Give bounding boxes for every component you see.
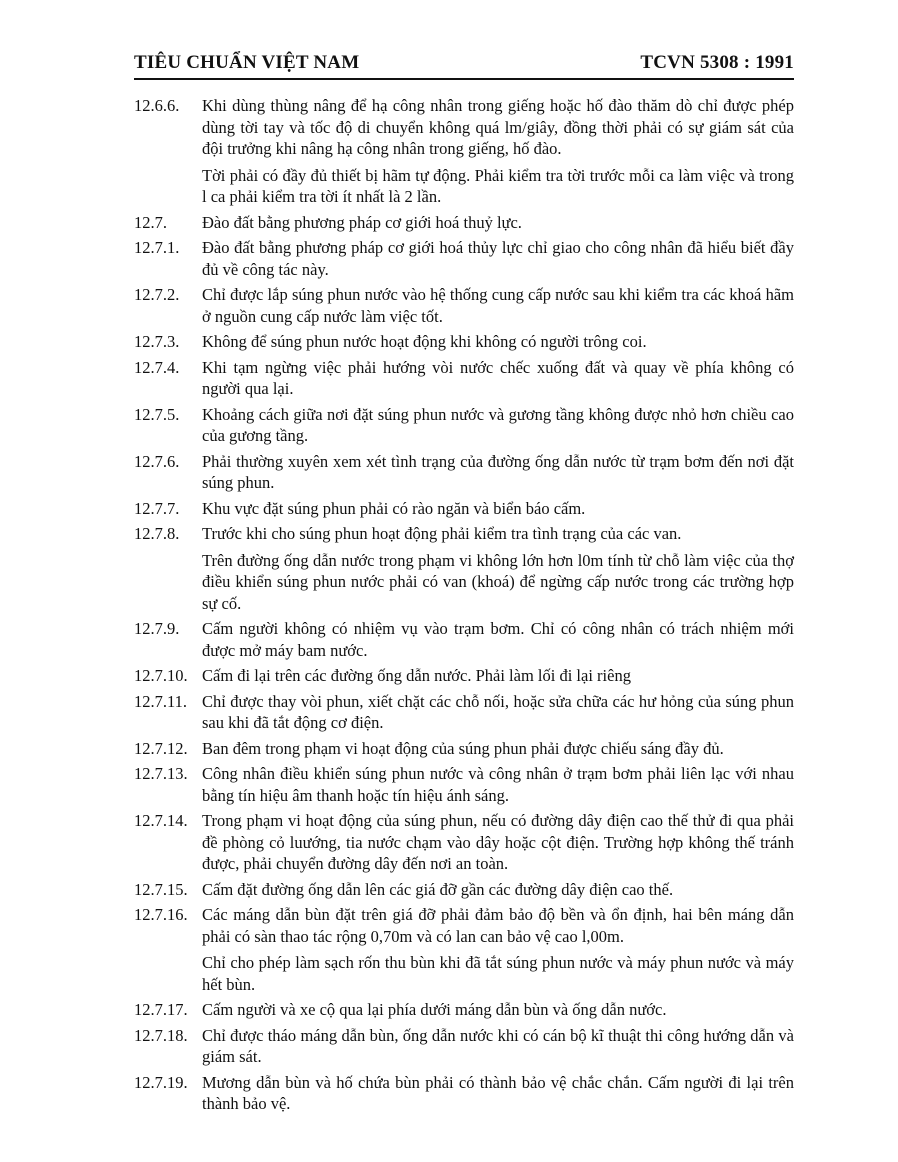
page-header: [134, 46, 794, 80]
clause-item: [134, 879, 794, 901]
clause-body: [202, 523, 794, 614]
clause-paragraph: Công nhân điều khiển súng phun nước và công nhân ở trạm bơm phải liên lạc với nhau bằng tín hiệu âm thanh hoặc tín hiệu ánh sáng.: [202, 764, 794, 805]
clause-paragraph: Khoảng cách giữa nơi đặt súng phun nước và gương tầng không được nhỏ hơn chiều cao của gương tầng.: [202, 404, 794, 445]
clause-item: [134, 451, 794, 494]
clause-paragraph: Mương dẫn bùn và hố chứa bùn phải có thành bảo vệ chắc chắn. Cấm người đi lại trên thành bảo vệ.: [202, 1072, 794, 1113]
clause-body: [202, 212, 794, 234]
clause-paragraph: Tời phải có đầy đủ thiết bị hãm tự động. Phải kiểm tra tời trước mỗi ca làm việc và trong l ca phải kiểm tra tời ít nhất là 2 lần.: [202, 165, 794, 206]
clause-body: [202, 1025, 794, 1068]
clause-body: [202, 738, 794, 760]
clause-number: 12.7.10.: [134, 666, 188, 685]
clause-number: 12.7.8.: [134, 524, 180, 543]
clause-item: [134, 523, 794, 614]
clause-paragraph: Khu vực đặt súng phun phải có rào ngăn và biển báo cấm.: [202, 498, 586, 518]
clause-body: [202, 763, 794, 806]
clause-body: [202, 357, 794, 400]
clause-paragraph: Khi tạm ngừng việc phải hướng vòi nước chếc xuống đất và quay về phía không có người qua lại.: [202, 357, 794, 398]
clause-paragraph: Chỉ được lắp súng phun nước vào hệ thống cung cấp nước sau khi kiểm tra các khoá hãm ở nguồn cung cấp nước làm việc tốt.: [202, 285, 794, 326]
clause-item: [134, 237, 794, 280]
clause-item: [134, 95, 794, 208]
clause-number: 12.7.3.: [134, 332, 180, 351]
clause-item: [134, 618, 794, 661]
document-body: [134, 95, 794, 1119]
clause-body: [202, 331, 794, 353]
clause-paragraph: Phải thường xuyên xem xét tình trạng của đường ống dẫn nước từ trạm bơm đến nơi đặt súng phun.: [202, 451, 794, 492]
clause-body: [202, 1072, 794, 1115]
clause-paragraph: Đào đất bằng phương pháp cơ giới hoá thuỷ lực.: [202, 212, 522, 232]
clause-paragraph: Chỉ được thay vòi phun, xiết chặt các chỗ nối, hoặc sửa chữa các hư hỏng của súng phun sau khi đã tắt động cơ điện.: [202, 691, 794, 732]
clause-paragraph: Trên đường ống dẫn nước trong phạm vi không lớn hơn l0m tính từ chỗ làm việc của thợ điều khiển súng phun nước phải có van (khoá) để ngừng cấp nước trong các trường hợp sự cố.: [202, 550, 794, 613]
clause-item: [134, 498, 794, 520]
header-standard-code: TCVN 5308 : 1991: [640, 52, 794, 73]
clause-number: 12.7.19.: [134, 1072, 188, 1092]
clause-number: 12.7.17.: [134, 1000, 188, 1019]
clause-number: 12.7.1.: [134, 238, 180, 257]
clause-number: 12.7.5.: [134, 404, 180, 424]
clause-number: 12.7.15.: [134, 879, 188, 899]
clause-item: [134, 357, 794, 400]
clause-item: [134, 665, 794, 687]
clause-paragraph: Chỉ được tháo máng dẫn bùn, ống dẫn nước khi có cán bộ kĩ thuật thi công hướng dẫn và giám sát.: [202, 1025, 794, 1066]
clause-body: [202, 284, 794, 327]
clause-body: [202, 404, 794, 447]
clause-number: 12.7.4.: [134, 357, 180, 377]
clause-number: 12.7.7.: [134, 498, 180, 518]
clause-paragraph: Cấm người không có nhiệm vụ vào trạm bơm. Chỉ có công nhân có trách nhiệm mới được mở máy bam nước.: [202, 619, 794, 660]
clause-number: 12.7.12.: [134, 738, 188, 758]
clause-paragraph: Đào đất bằng phương pháp cơ giới hoá thủy lực chỉ giao cho công nhân đã hiểu biết đầy đủ về công tác này.: [202, 238, 794, 279]
clause-body: [202, 879, 794, 901]
clause-item: [134, 284, 794, 327]
clause-item: [134, 404, 794, 447]
clause-item: [134, 331, 794, 353]
clause-item: [134, 1025, 794, 1068]
clause-paragraph: Khi dùng thùng nâng để hạ công nhân trong giếng hoặc hố đào thăm dò chỉ được phép dùng tời tay và tốc độ di chuyển không quá lm/giây, đồng thời phải có sự giám sát của đội trưởng khi nâng hạ công nhân trong giếng, hố đào.: [202, 96, 794, 158]
clause-item: [134, 810, 794, 875]
clause-body: [202, 999, 794, 1021]
clause-body: [202, 498, 794, 520]
clause-item: [134, 904, 794, 995]
clause-paragraph: Cấm đi lại trên các đường ống dẫn nước. Phải làm lối đi lại riêng: [202, 666, 631, 685]
clause-body: [202, 904, 794, 995]
clause-number: 12.7.6.: [134, 451, 180, 471]
clause-paragraph: Trong phạm vi hoạt động của súng phun, nếu có đường dây điện cao thế thử đi qua phải đề phòng cỏ luướng, tia nước chạm vào dây hoặc cột điện. Trường hợp không thế tránh được, phải chuyển đường dây đến nơi an toàn.: [202, 811, 794, 873]
clause-number: 12.6.6.: [134, 96, 180, 115]
clause-item: [134, 738, 794, 760]
clause-number: 12.7.9.: [134, 619, 180, 638]
clause-item: [134, 999, 794, 1021]
clause-item: [134, 691, 794, 734]
clause-paragraph: Không để súng phun nước hoạt động khi không có người trông coi.: [202, 332, 647, 351]
clause-number: 12.7.11.: [134, 691, 188, 711]
clause-paragraph: Cấm đặt đường ống dẫn lên các giá đỡ gần các đường dây điện cao thế.: [202, 879, 674, 899]
clause-body: [202, 95, 794, 208]
clause-item: [134, 212, 794, 234]
clause-number: 12.7.16.: [134, 905, 188, 924]
clause-item: [134, 1072, 794, 1115]
clause-body: [202, 618, 794, 661]
clause-paragraph: Chỉ cho phép làm sạch rốn thu bùn khi đã tắt súng phun nước và máy phun nước và máy hết bùn.: [202, 953, 794, 994]
clause-paragraph: Cấm người và xe cộ qua lại phía dưới máng dẫn bùn và ống dẫn nước.: [202, 1000, 667, 1019]
clause-number: 12.7.13.: [134, 764, 188, 783]
clause-paragraph: Các máng dẫn bùn đặt trên giá đỡ phải đảm bảo độ bền và ổn định, hai bên máng dẫn phải có sàn thao tác rộng 0,70m và có lan can bảo vệ cao l,00m.: [202, 905, 794, 946]
clause-number: 12.7.18.: [134, 1025, 188, 1045]
header-standard-name: TIÊU CHUẨN VIỆT NAM: [134, 52, 360, 73]
clause-body: [202, 451, 794, 494]
clause-number: 12.7.: [134, 212, 167, 232]
clause-paragraph: Ban đêm trong phạm vi hoạt động của súng phun phải được chiếu sáng đầy đủ.: [202, 738, 724, 758]
clause-body: [202, 665, 794, 687]
clause-body: [202, 810, 794, 875]
clause-number: 12.7.14.: [134, 811, 188, 830]
clause-item: [134, 763, 794, 806]
clause-body: [202, 237, 794, 280]
clause-paragraph: Trước khi cho súng phun hoạt động phải kiểm tra tình trạng của các van.: [202, 524, 682, 543]
clause-body: [202, 691, 794, 734]
clause-number: 12.7.2.: [134, 285, 180, 304]
